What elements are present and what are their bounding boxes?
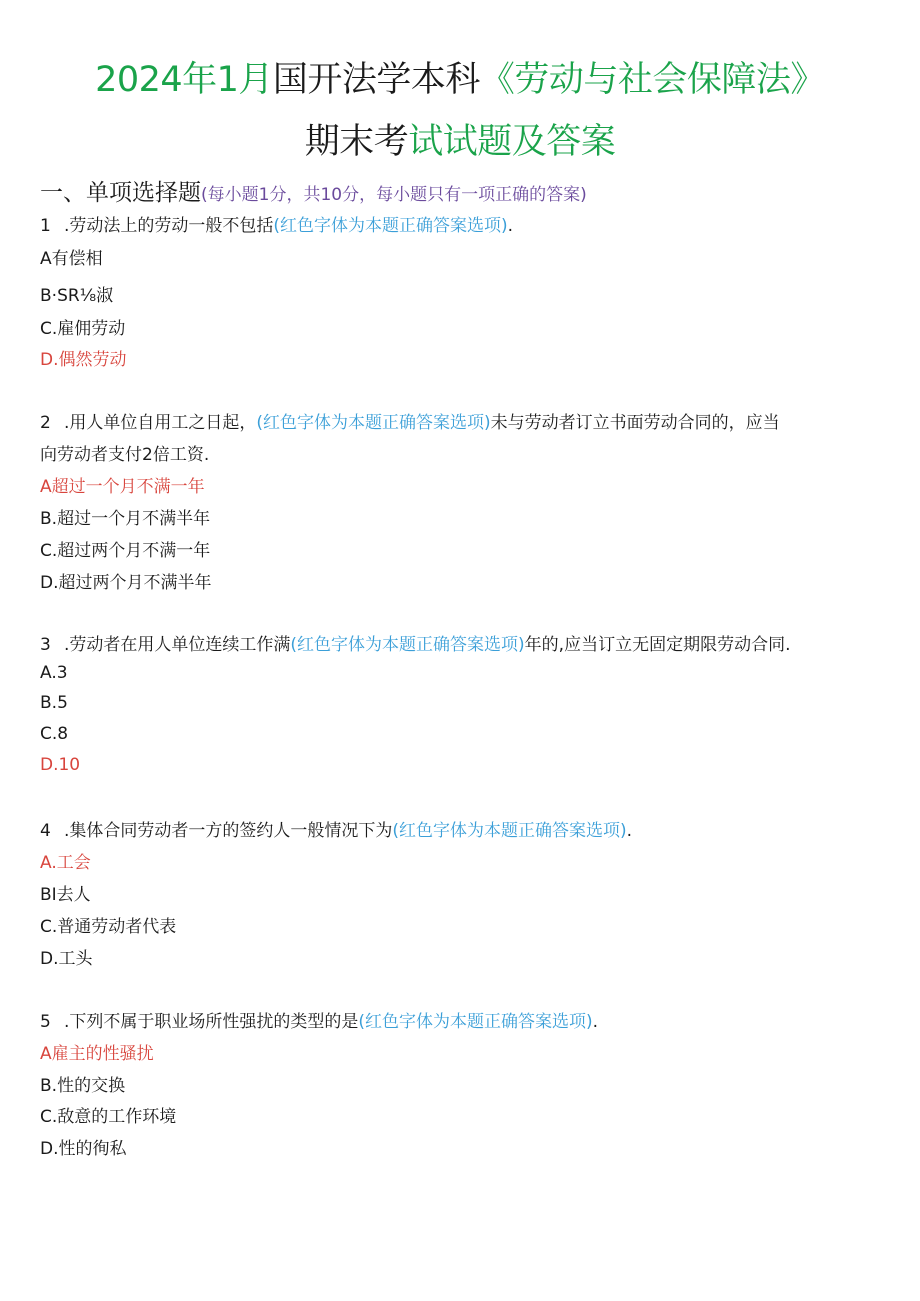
question-5-option-b: B.性的交换 bbox=[40, 1076, 126, 1096]
question-number: 5 bbox=[40, 1012, 51, 1032]
question-2-stem-line2: 向劳动者支付2倍工资. bbox=[40, 445, 210, 465]
question-4-option-b: BI去人 bbox=[40, 885, 91, 905]
title-exam: 期末考 bbox=[304, 122, 409, 162]
question-2-option-a-correct: A超过一个月不满一年 bbox=[40, 477, 205, 497]
question-text-end: . bbox=[592, 1012, 599, 1032]
question-3-option-c: C.8 bbox=[40, 724, 69, 744]
question-4-option-a-correct: A.工会 bbox=[40, 853, 91, 873]
question-text: .劳动者在用人单位连续工作满 bbox=[64, 635, 291, 655]
document-title-line1 bbox=[0, 52, 920, 102]
question-number: 1 bbox=[40, 216, 51, 236]
answer-hint: (红色字体为本题正确答案选项) bbox=[290, 635, 525, 655]
question-5-stem bbox=[40, 1007, 598, 1032]
question-text: .劳动法上的劳动一般不包括 bbox=[64, 216, 274, 236]
document-title-line2 bbox=[0, 114, 920, 164]
question-5-option-a-correct: A雇主的性骚扰 bbox=[40, 1044, 154, 1064]
question-4-option-c: C.普通劳动者代表 bbox=[40, 917, 177, 937]
question-4-stem bbox=[40, 816, 632, 841]
question-1-option-c: C.雇佣劳动 bbox=[40, 319, 126, 339]
title-course: 《劳动与社会保障法》 bbox=[479, 60, 825, 100]
question-5-option-c: C.敌意的工作环境 bbox=[40, 1107, 177, 1127]
section-heading bbox=[40, 174, 587, 207]
title-paper: 试试题 bbox=[408, 122, 512, 162]
question-2-option-c: C.超过两个月不满一年 bbox=[40, 541, 211, 561]
question-1-stem bbox=[40, 211, 513, 236]
answer-hint: (红色字体为本题正确答案选项) bbox=[392, 821, 627, 841]
question-4-option-d: D.工头 bbox=[40, 949, 93, 969]
title-answers: 及答案 bbox=[511, 122, 616, 162]
question-2-option-d: D.超过两个月不满半年 bbox=[40, 573, 212, 593]
question-text-end: 未与劳动者订立书面劳动合同的，应当 bbox=[490, 413, 780, 433]
question-text-end: 年的,应当订立无固定期限劳动合同. bbox=[524, 635, 791, 655]
answer-hint: (红色字体为本题正确答案选项) bbox=[358, 1012, 593, 1032]
question-3-stem bbox=[40, 630, 790, 655]
question-3-option-b: B.5 bbox=[40, 693, 68, 713]
question-1-option-d-correct: D.偶然劳动 bbox=[40, 350, 127, 370]
question-3-option-a: A.3 bbox=[40, 663, 68, 683]
question-1-option-a: A有偿相 bbox=[40, 249, 103, 269]
section-note: (每小题1分，共10分，每小题只有一项正确的答案) bbox=[201, 185, 587, 205]
question-2-stem bbox=[40, 408, 780, 433]
title-program: 国开法学本科 bbox=[272, 60, 480, 100]
answer-hint: (红色字体为本题正确答案选项) bbox=[273, 216, 508, 236]
question-1-option-b: B·SR⅛淑 bbox=[40, 286, 114, 306]
question-2-option-b: B.超过一个月不满半年 bbox=[40, 509, 211, 529]
question-3-option-d-correct: D.10 bbox=[40, 755, 81, 775]
question-text-end: . bbox=[626, 821, 633, 841]
question-number: 4 bbox=[40, 821, 51, 841]
answer-hint: (红色字体为本题正确答案选项) bbox=[256, 413, 491, 433]
question-text: .集体合同劳动者一方的签约人一般情况下为 bbox=[64, 821, 393, 841]
question-text-end: . bbox=[507, 216, 514, 236]
title-date: 2024年1月 bbox=[95, 60, 273, 100]
question-number: 2 bbox=[40, 413, 51, 433]
question-text: .用人单位自用工之日起， bbox=[64, 413, 257, 433]
question-number: 3 bbox=[40, 635, 51, 655]
section-title: 一、单项选择题 bbox=[40, 180, 201, 206]
question-text: .下列不属于职业场所性强扰的类型的是 bbox=[64, 1012, 359, 1032]
question-5-option-d: D.性的徇私 bbox=[40, 1139, 127, 1159]
